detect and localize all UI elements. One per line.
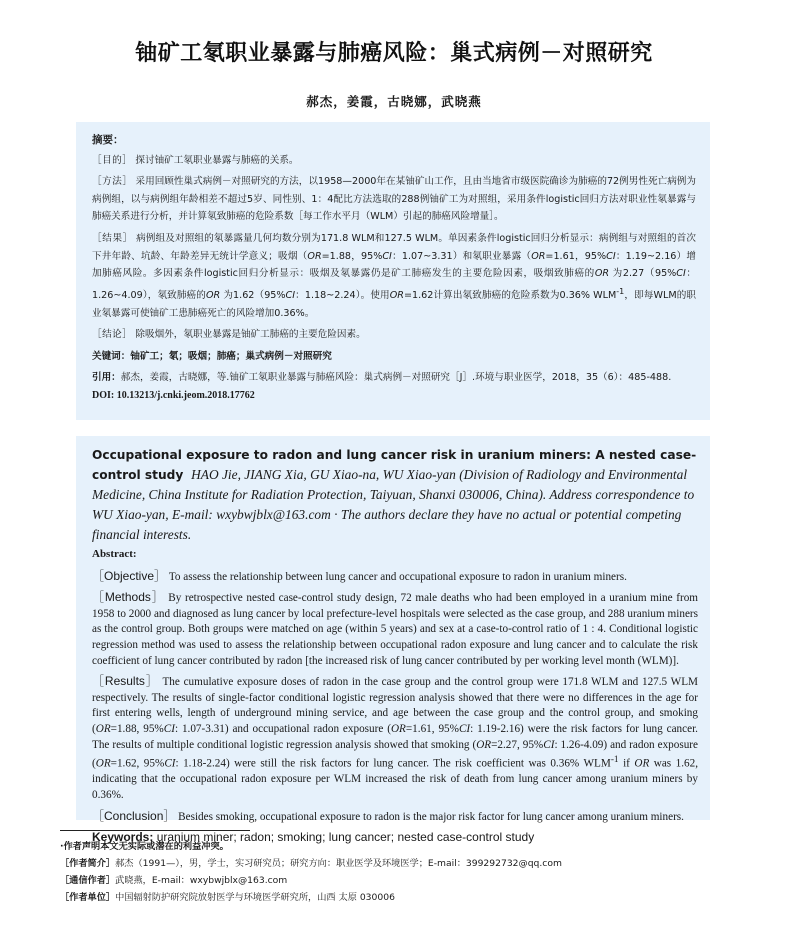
conclusion-tag: ［结论］: [92, 329, 133, 341]
corresponding-author: [60, 872, 720, 889]
or-symbol: OR: [594, 268, 610, 280]
superscript: -1: [616, 286, 625, 296]
abstract-label: Abstract:: [92, 548, 137, 560]
en-results-text: : 1.26-4.09) and radon exposure (: [92, 738, 698, 770]
results-tag: ［结果］: [92, 232, 133, 244]
en-results-text: was 1.62, indicating that the occupational radon exposure per WLM increased the risk of death from lung cancer among uranium miners by 0.36%.: [92, 757, 698, 802]
objective-text: 探讨铀矿工氡职业暴露与肺癌的关系。: [132, 154, 299, 166]
en-keywords-text: uranium miner; radon; smoking; lung cancer; nested case-control study: [153, 830, 535, 845]
en-results-text: =1.62, 95%: [110, 757, 165, 770]
results-text: 为2.27（95%: [609, 268, 677, 280]
english-title: Occupational exposure to radon and lung cancer risk in uranium miners: A nested case-control study: [92, 448, 697, 482]
objective-tag: ［目的］: [92, 154, 133, 166]
conclusion-text: 除吸烟外，氡职业暴露是铀矿工肺癌的主要危险因素。: [132, 329, 366, 341]
author-list: 郝杰，姜霞，古晓娜，武晓燕: [306, 94, 482, 109]
keywords-line: [92, 348, 696, 366]
en-results-text: =1.61, 95%: [405, 722, 459, 735]
en-conclusion-section: [92, 809, 698, 826]
ci-symbol: CI: [382, 250, 392, 262]
keywords-text: 铀矿工；氡；吸烟；肺癌；巢式病例－对照研究: [130, 350, 332, 362]
en-results-text: The cumulative exposure doses of radon in the case group and the control group were 171.8 WLM and 127.5 WLM respectively. The results of single-factor conditional logistic regression analysis showed that there were no differences in the age for first entering wells, length of underground mining service, and age between the case group and the control group, and smoking (: [92, 676, 698, 735]
results-text: ，即每WLM的职业氡暴露可使铀矿工患肺癌死亡的风险增加0.36%。: [92, 289, 696, 319]
results-text: =1.62计算出氡致肺癌的危险系数为0.36% WLM: [403, 289, 617, 301]
citation-label: 引用：: [92, 372, 121, 384]
ci-symbol: CI: [458, 722, 471, 735]
citation: [92, 369, 696, 404]
author-affiliation-text: 中国辐射防护研究院放射医学与环境医学研究所，山西 太原 030006: [115, 892, 395, 903]
abstract-heading: 摘要：: [92, 134, 124, 146]
en-results-text: : 1.18-2.24) were still the risk factors for lung cancer. The risk coefficient was 0.36% WLM: [175, 757, 611, 770]
superscript: -1: [610, 755, 619, 766]
en-results-text: : 1.07-3.31) and occupational radon exposure (: [174, 722, 391, 735]
conflict-declaration: ·作者声明本文无实际或潜在的利益冲突。: [60, 841, 229, 852]
or-symbol: OR: [531, 250, 546, 262]
en-results-text: : 1.19-2.16) were the risk factors for lung cancer. The results of multiple conditional logistic regression analysis showed that smoking (: [92, 722, 698, 751]
en-objective-section: [92, 569, 698, 586]
or-symbol: OR: [634, 757, 650, 770]
results-text: 病例组及对照组的氡暴露量几何均数分别为171.8 WLM和127.5 WLM。单因素条件logistic回归分析显示：病例组与对照组的首次下井年龄、坑龄、年龄差异无统计学意义；吸烟（: [92, 232, 696, 262]
en-objective-tag: ［Objective］: [92, 568, 167, 583]
en-methods-text: By retrospective nested case-control study design, 72 male deaths who had been employed in a uranium mine from 1958 to 2000 and diagnosed as lung cancer by local prefecture-level hospitals were selected as the case group, and 288 uranium miners as the control group. Both groups were matched on age (within 5 years) and sex at a case-to-control ratio of 1 : 4. Conditional logistic regression method was used to assess the relationship between occupational radon exposure and lung cancer and to calculate the risk coefficient of lung cancer contributed by radon [the increased risk of lung cancer contributed by per working level month (WLM)].: [92, 592, 698, 667]
corresponding-author-label: ［通信作者］: [60, 875, 116, 886]
author-bio: [60, 855, 720, 872]
or-symbol: OR: [389, 289, 404, 301]
author-bio-text: 郝杰（1991—），男，学士，实习研究员；研究方向：职业医学及环境医学；E-mail：399292732@qq.com: [115, 858, 562, 869]
en-results-text: =1.88, 95%: [110, 722, 164, 735]
page-title: 铀矿工氡职业暴露与肺癌风险：巢式病例－对照研究: [135, 41, 653, 66]
results-section: [92, 230, 696, 322]
results-text: ：1.26~4.09），氡致肺癌的: [92, 268, 697, 301]
en-conclusion-text: Besides smoking, occupational exposure to radon is the major risk factor for lung cancer among uranium miners.: [175, 810, 684, 823]
ci-symbol: CI: [164, 757, 176, 770]
ci-symbol: CI: [285, 289, 296, 301]
en-results-section: [92, 674, 698, 803]
en-conclusion-tag: ［Conclusion］: [92, 808, 176, 823]
doi-text: DOI: 10.13213/j.cnki.jeom.2018.17762: [92, 389, 255, 401]
footnotes: [60, 838, 720, 906]
results-text: =1.61，95%: [545, 250, 607, 262]
or-symbol: OR: [205, 289, 221, 301]
english-abstract-box: [76, 436, 710, 845]
english-abstract-content: [92, 446, 698, 846]
ci-symbol: CI: [606, 250, 616, 262]
author-affiliation: [60, 889, 720, 906]
or-symbol: OR: [95, 757, 111, 770]
en-results-text: if: [618, 757, 635, 770]
author-bio-label: ［作者简介］: [60, 858, 116, 869]
keywords-label: 关键词：: [92, 350, 131, 362]
conclusion-section: [92, 326, 696, 344]
chinese-abstract-box: [76, 122, 710, 420]
english-title-block: [92, 446, 698, 545]
footnote-divider: [60, 830, 250, 831]
or-symbol: OR: [307, 250, 322, 262]
methods-section: [92, 173, 696, 226]
results-text: ：1.18~2.24）。使用: [295, 289, 390, 301]
results-text: =1.88，95%: [321, 250, 383, 262]
results-text: ：1.07~3.31）和氡职业暴露（: [391, 250, 532, 262]
chinese-abstract-content: [92, 132, 696, 405]
author-affiliation-label: ［作者单位］: [60, 892, 116, 903]
en-objective-text: To assess the relationship between lung cancer and occupational exposure to radon in uranium miners.: [166, 570, 627, 583]
methods-tag: ［方法］: [92, 176, 133, 188]
english-byline: HAO Jie, JIANG Xia, GU Xiao-na, WU Xiao-yan (Division of Radiology and Environmental Medicine, China Institute for Radiation Protection, Taiyuan, Shanxi 030006, China). Address correspondence to WU Xiao-yan, E-mail: wxybwjblx@163.com · The authors declare they have no actual or potential competing financial interests.: [92, 467, 695, 542]
methods-text: 采用回顾性巢式病例－对照研究的方法，以1958—2000年在某铀矿山工作，且由当地省市级医院确诊为肺癌的72例男性死亡病例为病例组，以与病例组年龄相差不超过5岁、同性别、1：4配比方法选取的288例铀矿工为对照组，采用条件logistic回归方法对职业性氡暴露与肺癌关系进行分析，并计算氡致肺癌的危险系数［每工作水平月（WLM）引起的肺癌风险增量］。: [92, 176, 696, 223]
en-results-text: =2.27, 95%: [491, 738, 544, 751]
or-symbol: OR: [95, 722, 111, 735]
en-methods-section: [92, 590, 698, 669]
results-text: ：1.19~2.16）增加肺癌风险。多因素条件logistic回归分析显示：吸烟及氡暴露仍是矿工肺癌发生的主要危险因素，吸烟致肺癌的: [92, 250, 696, 280]
ci-symbol: CI: [163, 722, 175, 735]
ci-symbol: CI: [543, 738, 555, 751]
or-symbol: OR: [390, 722, 406, 735]
ci-symbol: CI: [676, 268, 686, 280]
en-methods-tag: ［Methods］: [92, 590, 165, 605]
objective-section: [92, 152, 696, 170]
corresponding-author-text: 武晓燕，E-mail：wxybwjblx@163.com: [115, 875, 288, 886]
results-text: 为1.62（95%: [220, 289, 286, 301]
citation-text: 郝杰，姜霞，古晓娜，等.铀矿工氡职业暴露与肺癌风险：巢式病例－对照研究［J］.环境与职业医学，2018，35（6）：485-488.: [120, 372, 672, 384]
or-symbol: OR: [476, 738, 492, 751]
en-keywords-label: Keywords:: [92, 830, 154, 845]
en-results-tag: ［Results］: [92, 674, 159, 689]
